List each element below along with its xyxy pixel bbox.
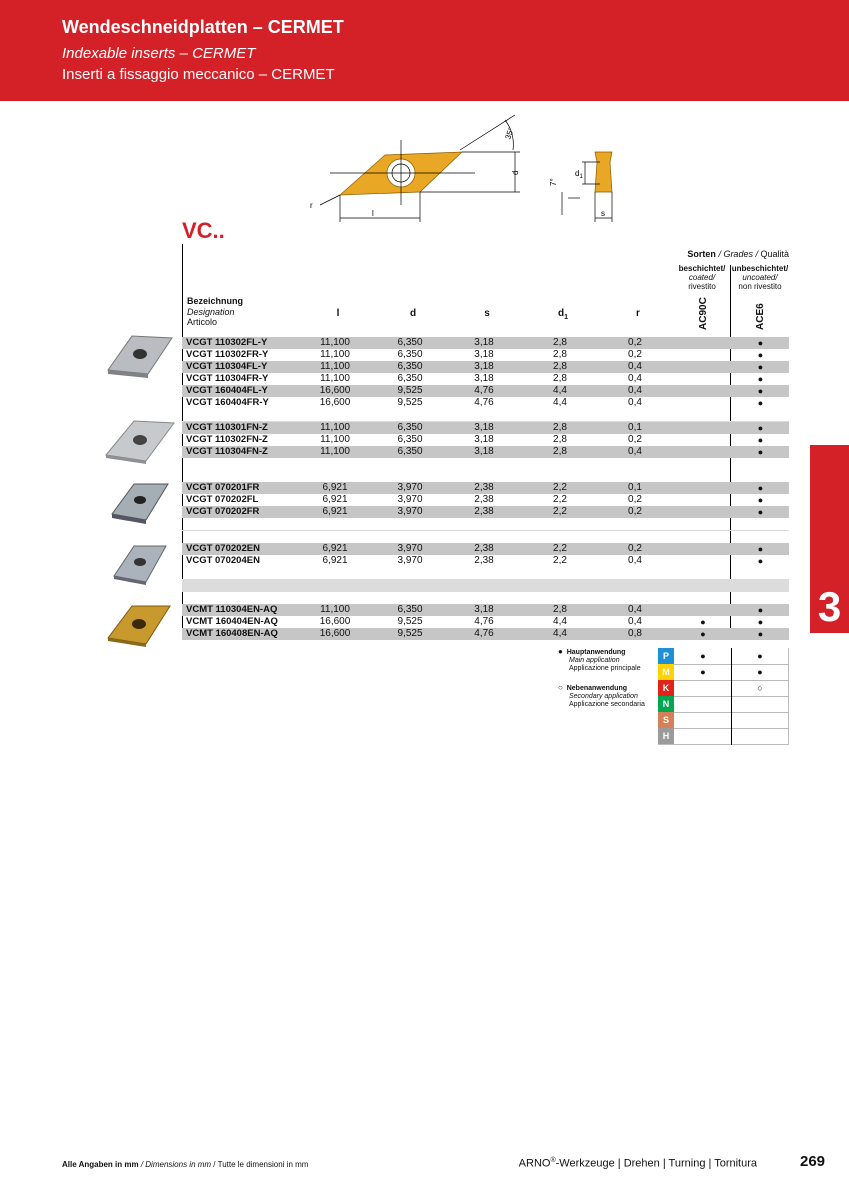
- cell-r: 0,2: [628, 434, 642, 445]
- cell-r: 0,4: [628, 604, 642, 615]
- iso-code: H: [658, 728, 674, 744]
- cell-d1: 2,2: [553, 494, 567, 505]
- chapter-number: 3: [817, 583, 842, 630]
- iso-row-n: [658, 696, 788, 713]
- footer-units: Alle Angaben in mm / Dimensions in mm / Tutte le dimensioni in mm: [62, 1160, 309, 1169]
- designation-cell: VCGT 070202FR: [186, 506, 260, 517]
- table-row: [182, 628, 789, 640]
- designation-cell: VCGT 070202FL: [186, 494, 259, 505]
- cell-l: 16,600: [319, 385, 351, 396]
- grade2-mark: ●: [757, 386, 764, 396]
- cell-l: 11,100: [320, 446, 350, 457]
- uncoated-heading: unbeschichtet/ uncoated/ non rivestito: [731, 264, 789, 291]
- grade1-mark: ●: [700, 617, 706, 627]
- cell-r: 0,1: [628, 422, 642, 433]
- cell-r: 0,1: [628, 482, 642, 493]
- designation-cell: VCGT 160404FL-Y: [186, 385, 268, 396]
- cell-s: 2,38: [474, 482, 494, 493]
- cell-s: 3,18: [474, 422, 494, 433]
- iso-row-s: [658, 712, 788, 729]
- cell-d1: 2,8: [553, 373, 567, 384]
- designation-cell: VCGT 160404FR-Y: [186, 397, 269, 408]
- title-de: Wendeschneidplatten – CERMET: [62, 17, 344, 37]
- table-row: [182, 555, 789, 567]
- insert-thumb-5: [106, 600, 172, 648]
- cell-d1: 2,2: [553, 555, 567, 566]
- cell-l: 11,100: [320, 361, 350, 372]
- table-row: [182, 543, 789, 555]
- grades-heading: Sorten / Grades / Qualità: [687, 249, 789, 259]
- cell-r: 0,2: [628, 543, 642, 554]
- cell-l: 16,600: [319, 616, 351, 627]
- grade2-mark: ●: [757, 362, 764, 372]
- designation-cell: VCMT 110304EN-AQ: [186, 604, 278, 615]
- designation-cell: VCGT 110304FN-Z: [186, 446, 268, 457]
- cell-d1: 2,8: [553, 446, 567, 457]
- cell-d: 6,350: [397, 361, 423, 372]
- cell-d1: 4,4: [553, 616, 567, 627]
- cell-d: 3,970: [397, 494, 423, 505]
- cell-d: 9,525: [397, 628, 423, 639]
- designation-cell: VCGT 110302FL-Y: [186, 337, 268, 348]
- cell-s: 2,38: [474, 506, 494, 517]
- cell-s: 4,76: [474, 397, 494, 408]
- insert-thumb-2: [104, 415, 176, 465]
- cell-s: 3,18: [474, 446, 494, 457]
- cell-d: 9,525: [397, 385, 423, 396]
- grade2-mark: ●: [757, 629, 764, 639]
- page-header: [0, 0, 849, 101]
- clearance-label: 7°: [549, 178, 558, 186]
- designation-heading: Bezeichnung Designation Articolo: [187, 296, 244, 327]
- cell-r: 0,4: [628, 373, 642, 384]
- iso-row-h: [658, 728, 788, 745]
- iso-code: S: [658, 712, 674, 728]
- designation-cell: VCGT 110304FL-Y: [186, 361, 268, 372]
- cell-r: 0,2: [628, 506, 642, 517]
- designation-cell: VCGT 110302FR-Y: [186, 349, 269, 360]
- table-row: [182, 397, 789, 409]
- designation-cell: VCGT 070201FR: [186, 482, 260, 493]
- insert-drawing: [300, 110, 630, 230]
- cell-r: 0,4: [628, 446, 642, 457]
- cell-d: 9,525: [397, 397, 423, 408]
- cell-d: 6,350: [397, 337, 423, 348]
- col-l: l: [336, 308, 340, 319]
- cell-l: 16,600: [319, 397, 351, 408]
- grade2-mark: ●: [757, 374, 764, 384]
- title-en: Indexable inserts – CERMET: [62, 45, 256, 62]
- cell-s: 4,76: [474, 385, 494, 396]
- iso-code: P: [658, 648, 674, 664]
- cell-l: 6,921: [322, 482, 348, 493]
- cell-d: 6,350: [397, 373, 423, 384]
- cell-d1: 2,8: [553, 422, 567, 433]
- iso-grade1: ●: [700, 651, 706, 661]
- cell-d1: 2,8: [553, 434, 567, 445]
- grade2-mark: ●: [757, 350, 764, 360]
- coated-heading: beschichtet/ coated/ rivestito: [678, 264, 726, 291]
- cell-d: 6,350: [397, 604, 423, 615]
- iso-grade1: ●: [700, 667, 706, 677]
- cell-l: 11,100: [320, 373, 350, 384]
- table-row: [182, 373, 789, 385]
- col-d: d: [409, 308, 417, 319]
- grade2-mark: ●: [757, 435, 764, 445]
- cell-s: 2,38: [474, 555, 494, 566]
- iso-code: N: [658, 696, 674, 712]
- table-row: [182, 506, 789, 518]
- grade2-mark: ●: [757, 544, 764, 554]
- table-row: [182, 337, 789, 349]
- iso-grade2: ○: [757, 683, 763, 693]
- cell-s: 3,18: [474, 434, 494, 445]
- cell-d1: 2,8: [553, 361, 567, 372]
- cell-d: 3,970: [397, 506, 423, 517]
- cell-s: 3,18: [474, 373, 494, 384]
- cell-d: 6,350: [397, 446, 423, 457]
- cell-d1: 2,2: [553, 543, 567, 554]
- cell-d1: 2,8: [553, 349, 567, 360]
- cell-r: 0,2: [628, 494, 642, 505]
- cell-d1: 2,8: [553, 604, 567, 615]
- designation-cell: VCGT 110302FN-Z: [186, 434, 268, 445]
- dim-l-label: l: [372, 209, 374, 218]
- cell-d1: 4,4: [553, 628, 567, 639]
- grade2-mark: ●: [757, 507, 764, 517]
- cell-r: 0,4: [628, 385, 642, 396]
- cell-d1: 2,2: [553, 506, 567, 517]
- col-d1: $d_1$: [557, 308, 568, 321]
- grade1-mark: ●: [700, 629, 706, 639]
- cell-d1: 2,2: [553, 482, 567, 493]
- cell-d: 9,525: [397, 616, 423, 627]
- table-row: [182, 385, 789, 397]
- dim-d-label: d: [511, 170, 520, 175]
- insert-thumb-4: [112, 540, 168, 586]
- group-separator: [182, 579, 789, 592]
- grade2-mark: ●: [757, 447, 764, 457]
- grade2-mark: ●: [757, 617, 764, 627]
- cell-s: 3,18: [474, 349, 494, 360]
- table-row: [182, 361, 789, 373]
- cell-s: 4,76: [474, 616, 494, 627]
- cell-l: 6,921: [322, 543, 348, 554]
- table-row: [182, 604, 789, 616]
- iso-code: M: [658, 664, 674, 680]
- cell-s: 2,38: [474, 494, 494, 505]
- cell-d: 3,970: [397, 543, 423, 554]
- footer-brand: ARNO®-Werkzeuge | Drehen | Turning | Tornitura: [518, 1157, 757, 1170]
- grade2-mark: ●: [757, 495, 764, 505]
- cell-r: 0,4: [628, 397, 642, 408]
- page-number: 269: [800, 1153, 826, 1170]
- iso-grade2: ●: [757, 667, 763, 677]
- cell-l: 11,100: [320, 422, 350, 433]
- cell-l: 11,100: [320, 337, 350, 348]
- grade2-mark: ●: [757, 398, 764, 408]
- grade2-mark: ●: [757, 338, 764, 348]
- insert-thumb-1: [104, 330, 176, 380]
- iso-row-m: [658, 664, 788, 681]
- cell-l: 11,100: [320, 604, 350, 615]
- table-row: [182, 616, 789, 628]
- cell-r: 0,4: [628, 616, 642, 627]
- cell-s: 4,76: [474, 628, 494, 639]
- iso-row-k: [658, 680, 788, 697]
- table-row: [182, 349, 789, 361]
- designation-cell: VCMT 160408EN-AQ: [186, 628, 278, 639]
- cell-d1: 2,8: [553, 337, 567, 348]
- dim-r-label: r: [310, 201, 313, 210]
- cell-r: 0,2: [628, 337, 642, 348]
- table-row: [182, 482, 789, 494]
- designation-cell: VCGT 070204EN: [186, 555, 260, 566]
- cell-l: 6,921: [322, 494, 348, 505]
- cell-d1: 4,4: [553, 397, 567, 408]
- grade2-mark: ●: [757, 483, 764, 493]
- iso-grade2: ●: [757, 651, 763, 661]
- grade2-heading: ACE6: [755, 303, 766, 330]
- title-it: Inserti a fissaggio meccanico – CERMET: [62, 66, 335, 83]
- cell-d: 3,970: [397, 555, 423, 566]
- cell-d: 6,350: [397, 422, 423, 433]
- cell-s: 2,38: [474, 543, 494, 554]
- designation-cell: VCMT 160404EN-AQ: [186, 616, 278, 627]
- cell-l: 16,600: [319, 628, 351, 639]
- cell-l: 6,921: [322, 555, 348, 566]
- dim-d1-label: $d_1$: [575, 169, 583, 180]
- col-r: r: [636, 308, 640, 319]
- legend-main: ● Hauptanwendung Main application Applicazione principale: [558, 647, 641, 672]
- cell-r: 0,4: [628, 555, 642, 566]
- cell-s: 3,18: [474, 361, 494, 372]
- insert-thumb-3: [110, 478, 170, 526]
- cell-r: 0,2: [628, 349, 642, 360]
- table-row: [182, 434, 789, 446]
- legend-secondary: ○ Nebenanwendung Secondary application Applicazione secondaria: [558, 683, 645, 708]
- col-s: s: [484, 308, 490, 319]
- cell-l: 6,921: [322, 506, 348, 517]
- cell-r: 0,8: [628, 628, 642, 639]
- table-row: [182, 494, 789, 506]
- cell-r: 0,4: [628, 361, 642, 372]
- angle-label: 35°: [503, 126, 517, 141]
- cell-s: 3,18: [474, 604, 494, 615]
- family-label: VC..: [182, 218, 225, 243]
- cell-d1: 4,4: [553, 385, 567, 396]
- grade1-heading: AC90C: [698, 297, 709, 330]
- cell-d: 6,350: [397, 349, 423, 360]
- table-row: [182, 422, 789, 434]
- chapter-tab[interactable]: [810, 445, 849, 633]
- grade2-mark: ●: [757, 605, 764, 615]
- cell-s: 3,18: [474, 337, 494, 348]
- cell-d: 6,350: [397, 434, 423, 445]
- iso-row-p: [658, 648, 788, 665]
- iso-code: K: [658, 680, 674, 696]
- dim-s-label: s: [601, 209, 605, 218]
- designation-cell: VCGT 070202EN: [186, 543, 260, 554]
- group-separator: [182, 530, 789, 531]
- grade2-mark: ●: [757, 556, 764, 566]
- cell-l: 11,100: [320, 434, 350, 445]
- cell-l: 11,100: [320, 349, 350, 360]
- table-row: [182, 446, 789, 458]
- grade2-mark: ●: [757, 423, 764, 433]
- designation-cell: VCGT 110301FN-Z: [186, 422, 268, 433]
- designation-cell: VCGT 110304FR-Y: [186, 373, 269, 384]
- cell-d: 3,970: [397, 482, 423, 493]
